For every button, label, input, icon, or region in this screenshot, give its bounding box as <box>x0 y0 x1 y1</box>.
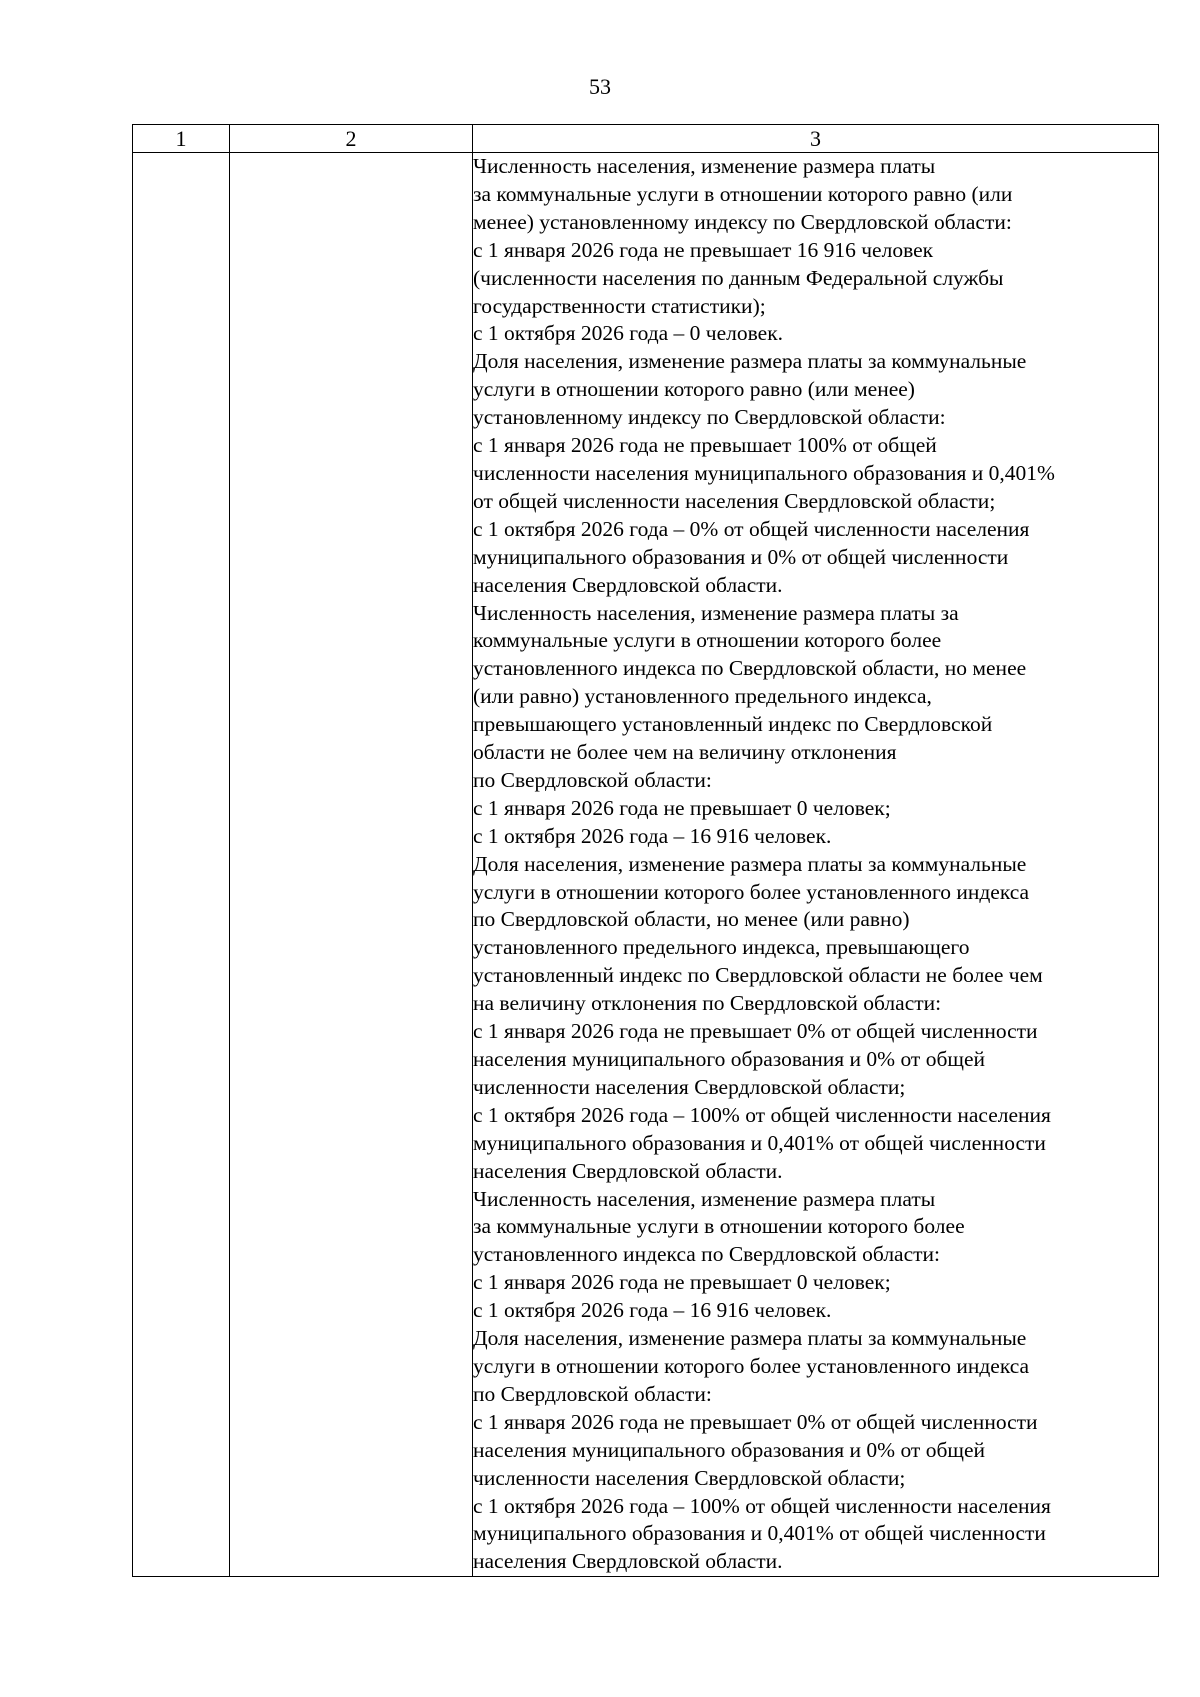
text-line: Численность населения, изменение размера платы <box>473 154 936 178</box>
text-line: услуги в отношении которого более установленного индекса <box>473 879 1030 904</box>
text-line: населения Свердловской области. <box>473 1549 783 1574</box>
text-line: с 1 октября 2026 года – 0 человек. <box>473 321 784 346</box>
text-line: от общей численности населения Свердловской области; <box>473 488 996 513</box>
text-line: услуги в отношении которого равно (или менее) <box>473 377 915 402</box>
text-line: установленного индекса по Свердловской области, но менее <box>473 656 1027 681</box>
text-line: установленный индекс по Свердловской области не более чем <box>473 963 1043 988</box>
text-line: с 1 января 2026 года не превышает 0% от общей численности <box>473 1019 1038 1044</box>
column-header-3: 3 <box>473 125 1159 153</box>
text-line: на величину отклонения по Свердловской области: <box>473 991 942 1016</box>
text-line: муниципального образования и 0% от общей численности <box>473 544 1009 569</box>
text-line: с 1 января 2026 года не превышает 0 человек; <box>473 1270 891 1295</box>
column-header-1: 1 <box>133 125 230 153</box>
text-line: с 1 января 2026 года не превышает 0 человек; <box>473 795 891 820</box>
text-line: муниципального образования и 0,401% от общей численности <box>473 1521 1046 1546</box>
text-line: населения Свердловской области. <box>473 1158 783 1183</box>
text-line: услуги в отношении которого более установленного индекса <box>473 1353 1030 1378</box>
text-line: населения Свердловской области. <box>473 572 783 597</box>
column-header-2: 2 <box>230 125 473 153</box>
text-line: превышающего установленный индекс по Свердловской <box>473 712 993 737</box>
cell-column-1 <box>133 153 230 1577</box>
cell-column-3 <box>473 153 1159 1577</box>
text-line: установленного индекса по Свердловской области: <box>473 1242 941 1267</box>
text-line: за коммунальные услуги в отношении которого более <box>473 1214 965 1239</box>
text-line: установленного предельного индекса, превышающего <box>473 935 970 960</box>
text-line: Доля населения, изменение размера платы за коммунальные <box>473 1326 1027 1351</box>
text-line: Численность населения, изменение размера платы <box>473 1186 936 1211</box>
text-line: с 1 января 2026 года не превышает 100% от общей <box>473 433 937 458</box>
text-line: за коммунальные услуги в отношении которого равно (или <box>473 181 1013 206</box>
text-line: с 1 января 2026 года не превышает 16 916 человек <box>473 237 934 262</box>
text-line: с 1 октября 2026 года – 16 916 человек. <box>473 1298 832 1323</box>
text-line: по Свердловской области: <box>473 1381 712 1406</box>
page-number: 53 <box>589 74 611 99</box>
text-line: численности населения муниципального образования и 0,401% <box>473 460 1055 485</box>
text-line: с 1 октября 2026 года – 100% от общей численности населения <box>473 1493 1051 1518</box>
table-row <box>133 153 1159 1577</box>
text-line: Численность населения, изменение размера платы за <box>473 600 959 625</box>
cell-column-2 <box>230 153 473 1577</box>
text-line: населения муниципального образования и 0% от общей <box>473 1047 985 1071</box>
text-line: Доля населения, изменение размера платы за коммунальные <box>473 851 1027 876</box>
text-line: по Свердловской области, но менее (или равно) <box>473 907 910 932</box>
text-line: (или равно) установленного предельного индекса, <box>473 684 932 709</box>
text-line: (численности населения по данным Федеральной службы <box>473 265 1004 290</box>
text-line: Доля населения, изменение размера платы за коммунальные <box>473 349 1027 374</box>
text-line: с 1 января 2026 года не превышает 0% от общей численности <box>473 1409 1038 1434</box>
text-line: коммунальные услуги в отношении которого более <box>473 628 942 653</box>
text-line: по Свердловской области: <box>473 767 712 792</box>
text-line: муниципального образования и 0,401% от общей численности <box>473 1130 1046 1155</box>
text-line: населения муниципального образования и 0% от общей <box>473 1437 985 1462</box>
text-line: менее) установленному индексу по Свердловской области: <box>473 209 1012 234</box>
text-line: области не более чем на величину отклонения <box>473 740 897 765</box>
text-line: с 1 октября 2026 года – 16 916 человек. <box>473 823 832 848</box>
text-line: с 1 октября 2026 года – 0% от общей численности населения <box>473 516 1030 541</box>
text-line: численности населения Свердловской области; <box>473 1074 906 1099</box>
text-line: с 1 октября 2026 года – 100% от общей численности населения <box>473 1102 1051 1127</box>
document-table <box>132 124 1159 1577</box>
text-line: установленному индексу по Свердловской области: <box>473 405 946 430</box>
text-line: численности населения Свердловской области; <box>473 1465 906 1490</box>
table-header-row <box>133 125 1159 153</box>
text-line: государственности статистики); <box>473 293 766 318</box>
